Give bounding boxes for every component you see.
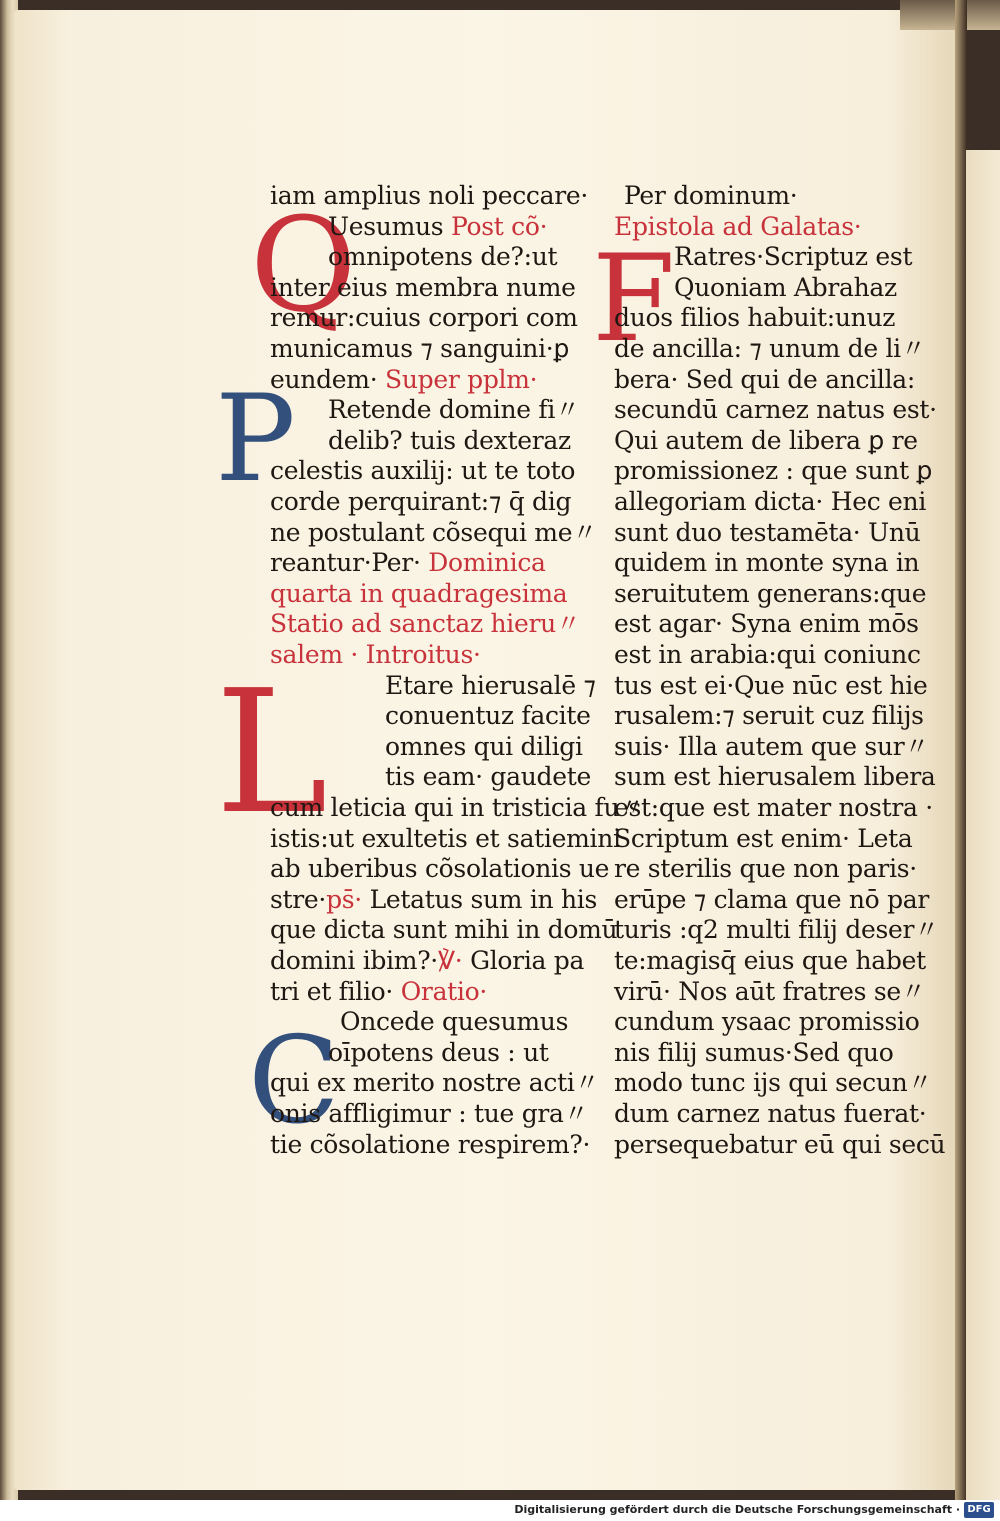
text-line: Ratres·Scriptuz est — [674, 242, 913, 272]
text-line: corde perquirant:⁊ q̄ dig — [270, 487, 572, 516]
body-text: eundem· — [270, 364, 385, 394]
text-line: Scriptum est enim· Leta — [614, 823, 913, 853]
text-line: omnes qui diligi — [385, 731, 583, 761]
text-line: que dicta sunt mihi in domū — [270, 915, 618, 945]
text-line: onis affligimur : tue gra〃 — [270, 1099, 589, 1128]
dfg-logo-icon: DFG — [964, 1502, 994, 1518]
text-line: promissionez : que sunt ꝑ — [614, 456, 933, 486]
body-text: Letatus sum in his — [369, 884, 598, 914]
body-text: domini ibim?· — [270, 946, 438, 975]
rubric-text: Oratio· — [400, 976, 488, 1006]
text-line: celestis auxilij: ut te toto — [270, 456, 576, 486]
text-line: Etare hierusalē ⁊ — [385, 670, 596, 700]
text-line: iam amplius noli peccare· — [270, 181, 589, 210]
text-line: de ancilla: ⁊ unum de li〃 — [614, 334, 926, 363]
text-line: bera· Sed qui de ancilla: — [614, 364, 916, 394]
text-line: conuentuz facite — [385, 701, 591, 731]
text-line: re sterilis que non paris· — [614, 854, 917, 884]
rubric-text: Super pplm· — [385, 364, 538, 394]
text-line: Retende domine fi〃 — [328, 395, 580, 425]
page-top-edge — [900, 0, 1000, 30]
text-line: rusalem:⁊ seruit cuz filijs — [614, 701, 924, 731]
text-line: duos filios habuit:unuz — [614, 303, 896, 333]
text-line: erūpe ⁊ clama que nō par — [614, 884, 930, 914]
text-line: inter eius membra nume — [270, 272, 576, 302]
rubric-text: ℣· — [437, 946, 471, 975]
text-line — [270, 945, 584, 976]
text-line: secundū carnez natus est· — [614, 395, 937, 425]
text-line: cum leticia qui in tristicia fu〃 — [270, 793, 644, 822]
initial-letter-l: L — [215, 654, 328, 852]
initial-letter-q: Q — [250, 189, 357, 341]
footer-credit: Digitalisierung gefördert durch die Deutsche Forschungsgemeinschaft · — [514, 1503, 960, 1516]
text-line: salem · Introitus· — [270, 640, 481, 669]
text-line: tis eam· gaudete — [385, 762, 591, 792]
initial-letter-c: C — [248, 1012, 340, 1151]
initial-letter-p: P — [215, 370, 296, 509]
text-line: est in arabia:qui coniunc — [614, 640, 921, 669]
text-line: Oncede quesumus — [340, 1007, 569, 1037]
text-line: Qui autem de libera ꝑ re — [614, 425, 918, 455]
text-line: istis:ut exultetis et satiemini — [270, 823, 621, 853]
text-line — [328, 211, 547, 242]
text-line: sum est hierusalem libera — [614, 762, 936, 792]
text-line: Quoniam Abrahaz — [674, 272, 897, 302]
text-line: Epistola ad Galatas· — [614, 211, 862, 241]
text-line: quidem in monte syna in — [614, 548, 920, 578]
rubric-text: Post cõ· — [450, 211, 548, 241]
text-line: cundum ysaac promissio — [614, 1007, 920, 1037]
next-page-edge — [966, 150, 1000, 1500]
rubric-text: ps̄· — [326, 884, 370, 914]
body-text: Gloria pa — [470, 946, 585, 975]
text-line: est agar· Syna enim mōs — [614, 609, 919, 639]
body-text: stre· — [270, 884, 327, 914]
text-line: ab uberibus cõsolationis ue — [270, 854, 610, 884]
body-text: reantur·Per· — [270, 548, 429, 578]
text-line: ne postulant cõsequi me〃 — [270, 517, 597, 547]
text-line: est:que est mater nostra · — [614, 793, 933, 822]
text-line: allegoriam dicta· Hec eni — [614, 487, 927, 516]
text-line: oīpotens deus : ut — [328, 1037, 549, 1067]
text-line — [270, 976, 487, 1007]
text-line: quarta in quadragesima — [270, 578, 568, 608]
text-line: tus est ei·Que nūc est hie — [614, 670, 928, 700]
text-line: suis· Illa autem que sur〃 — [614, 731, 930, 761]
body-text: Uesumus — [328, 211, 451, 241]
text-line: dum carnez natus fuerat· — [614, 1099, 927, 1128]
text-line: sunt duo testamēta· Unū — [614, 517, 921, 547]
initial-letter-f: F — [592, 230, 676, 369]
text-line: nis filij sumus·Sed quo — [614, 1037, 894, 1067]
text-line: seruitutem generans:que — [614, 578, 927, 608]
text-line — [270, 364, 537, 395]
text-line: delib? tuis dexteraz — [328, 425, 571, 455]
text-line: te:magisq̄ eius que habet — [614, 946, 926, 975]
text-line: qui ex merito nostre acti〃 — [270, 1068, 600, 1098]
text-line: tie cõsolatione respirem?· — [270, 1129, 591, 1159]
text-line: municamus ⁊ sanguini·ꝑ — [270, 334, 570, 363]
text-line: omnipotens de?:ut — [328, 242, 558, 272]
footer-bar — [0, 1500, 1000, 1521]
text-line: modo tunc ijs qui secun〃 — [614, 1068, 933, 1098]
text-line: Per dominum· — [624, 181, 798, 210]
text-line: turis :q2 multi filij deser〃 — [614, 915, 939, 945]
text-line: remur:cuius corpori com — [270, 303, 578, 333]
text-line — [270, 547, 546, 578]
body-text: tri et filio· — [270, 976, 401, 1006]
text-line: Statio ad sanctaz hieru〃 — [270, 609, 581, 639]
text-line: virū· Nos aūt fratres se〃 — [614, 976, 926, 1006]
text-line: persequebatur eū qui secū — [614, 1129, 946, 1159]
rubric-text: Dominica — [428, 548, 546, 578]
text-line — [270, 884, 597, 915]
